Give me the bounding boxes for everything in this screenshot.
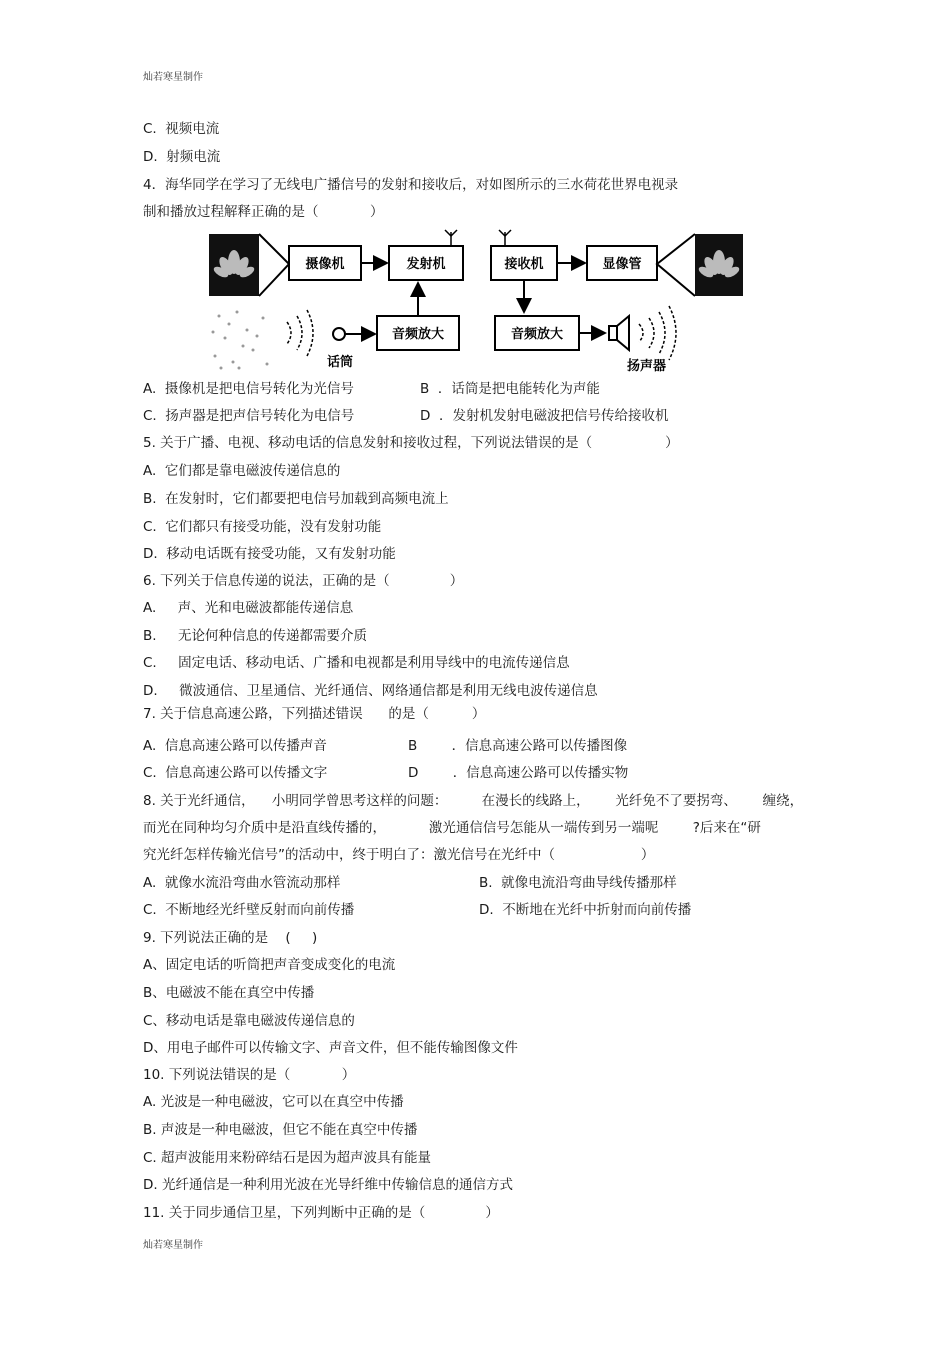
speaker-label: 扬声器 [627, 359, 667, 374]
q6-option-a: A. 声、光和电磁波都能传递信息 [143, 600, 354, 616]
option-c-video-current: C. 视频电流 [143, 121, 220, 137]
question-4-line-1: 4．海华同学在学习了无线电广播信号的发射和接收后，对如图所示的三水荷花世界电视录 [143, 177, 679, 193]
q9-option-a: A、固定电话的听筒把声音变成变化的电流 [143, 957, 396, 973]
q6-option-b: B. 无论何种信息的传递都需要介质 [143, 628, 368, 644]
question-7: 7. 关于信息高速公路，下列描述错误 的是（ ） [143, 706, 486, 722]
option-d-rf-current: D. 射频电流 [143, 149, 221, 165]
q4-option-a: A. 摄像机是把电信号转化为光信号 [143, 381, 354, 397]
question-10: 10. 下列说法错误的是（ ） [143, 1067, 356, 1083]
antenna-left-icon [445, 230, 457, 246]
audio-amp-left-label: 音频放大 [391, 327, 445, 342]
q8-option-c: C. 不断地经光纤壁反射而向前传播 [143, 902, 355, 918]
q5-option-d: D. 移动电话既有接受功能，又有发射功能 [143, 546, 396, 562]
microphone-label: 话筒 [327, 355, 354, 370]
q7-option-a: A. 信息高速公路可以传播声音 [143, 738, 327, 754]
microphone-icon [333, 328, 345, 340]
lens-cone-right-icon [657, 234, 695, 296]
question-4-line-2: 制和播放过程解释正确的是（ ） [143, 204, 384, 220]
camera-label: 摄像机 [305, 257, 345, 272]
q4-option-d: D ．发射机发射电磁波把信号传给接收机 [420, 408, 669, 424]
antenna-right-icon [499, 230, 511, 246]
question-5: 5. 关于广播、电视、移动电话的信息发射和接收过程，下列说法错误的是（ ） [143, 435, 679, 451]
page-footer: 灿若寒星制作 [143, 1240, 203, 1251]
transmitter-label: 发射机 [406, 257, 446, 272]
q8-option-b: B. 就像电流沿弯曲导线传播那样 [479, 875, 677, 891]
q9-option-c: C、移动电话是靠电磁波传递信息的 [143, 1013, 355, 1029]
sound-noise-left [211, 308, 281, 370]
audio-amp-right-label: 音频放大 [510, 327, 564, 342]
speaker-icon [609, 316, 629, 350]
question-9: 9. 下列说法正确的是 ( ) [143, 930, 318, 946]
q5-option-b: B. 在发射时，它们都要把电信号加载到高频电流上 [143, 491, 449, 507]
sound-waves-right-icon [639, 306, 676, 360]
lens-cone-left-icon [259, 234, 289, 296]
q10-option-b: B. 声波是一种电磁波，但它不能在真空中传播 [143, 1122, 418, 1138]
q6-option-c: C. 固定电话、移动电话、广播和电视都是利用导线中的电流传递信息 [143, 655, 570, 671]
page-header: 灿若寒星制作 [143, 72, 203, 83]
tv-broadcast-diagram [207, 228, 745, 376]
q4-option-b: B ．话筒是把电能转化为声能 [420, 381, 600, 397]
lotus-image-right [695, 234, 743, 296]
sound-waves-left-icon [287, 310, 313, 356]
q4-option-c: C. 扬声器是把声信号转化为电信号 [143, 408, 355, 424]
q9-option-d: D、用电子邮件可以传输文字、声音文件，但不能传输图像文件 [143, 1040, 518, 1056]
q5-option-c: C. 它们都只有接受功能，没有发射功能 [143, 519, 382, 535]
picture-tube-label: 显像管 [602, 257, 642, 272]
q7-option-c: C. 信息高速公路可以传播文字 [143, 765, 328, 781]
q6-option-d: D. 微波通信、卫星通信、光纤通信、网络通信都是利用无线电波传递信息 [143, 683, 598, 699]
q8-option-a: A. 就像水流沿弯曲水管流动那样 [143, 875, 341, 891]
q10-option-c: C. 超声波能用来粉碎结石是因为超声波具有能量 [143, 1150, 432, 1166]
question-6: 6. 下列关于信息传递的说法，正确的是（ ） [143, 573, 464, 589]
question-8-line-2: 而光在同种均匀介质中是沿直线传播的， 激光通信信号怎能从一端传到另一端呢 ?后来在“研 [143, 820, 761, 836]
q10-option-a: A. 光波是一种电磁波，它可以在真空中传播 [143, 1094, 404, 1110]
question-8-line-3: 究光纤怎样传输光信号”的活动中，终于明白了：激光信号在光纤中（ ） [143, 847, 655, 863]
q8-option-d: D. 不断地在光纤中折射而向前传播 [479, 902, 692, 918]
q7-option-d: D ．信息高速公路可以传播实物 [408, 765, 629, 781]
receiver-label: 接收机 [504, 257, 544, 272]
q9-option-b: B、电磁波不能在真空中传播 [143, 985, 315, 1001]
question-11: 11. 关于同步通信卫星，下列判断中正确的是（ ） [143, 1205, 499, 1221]
q10-option-d: D. 光纤通信是一种利用光波在光导纤维中传输信息的通信方式 [143, 1177, 513, 1193]
q5-option-a: A. 它们都是靠电磁波传递信息的 [143, 463, 341, 479]
question-8-line-1: 8. 关于光纤通信， 小明同学曾思考这样的问题： 在漫长的线路上， 光纤免不了要拐弯、 缠绕， [143, 793, 804, 809]
q7-option-b: B ．信息高速公路可以传播图像 [408, 738, 628, 754]
lotus-image-left [209, 234, 259, 296]
